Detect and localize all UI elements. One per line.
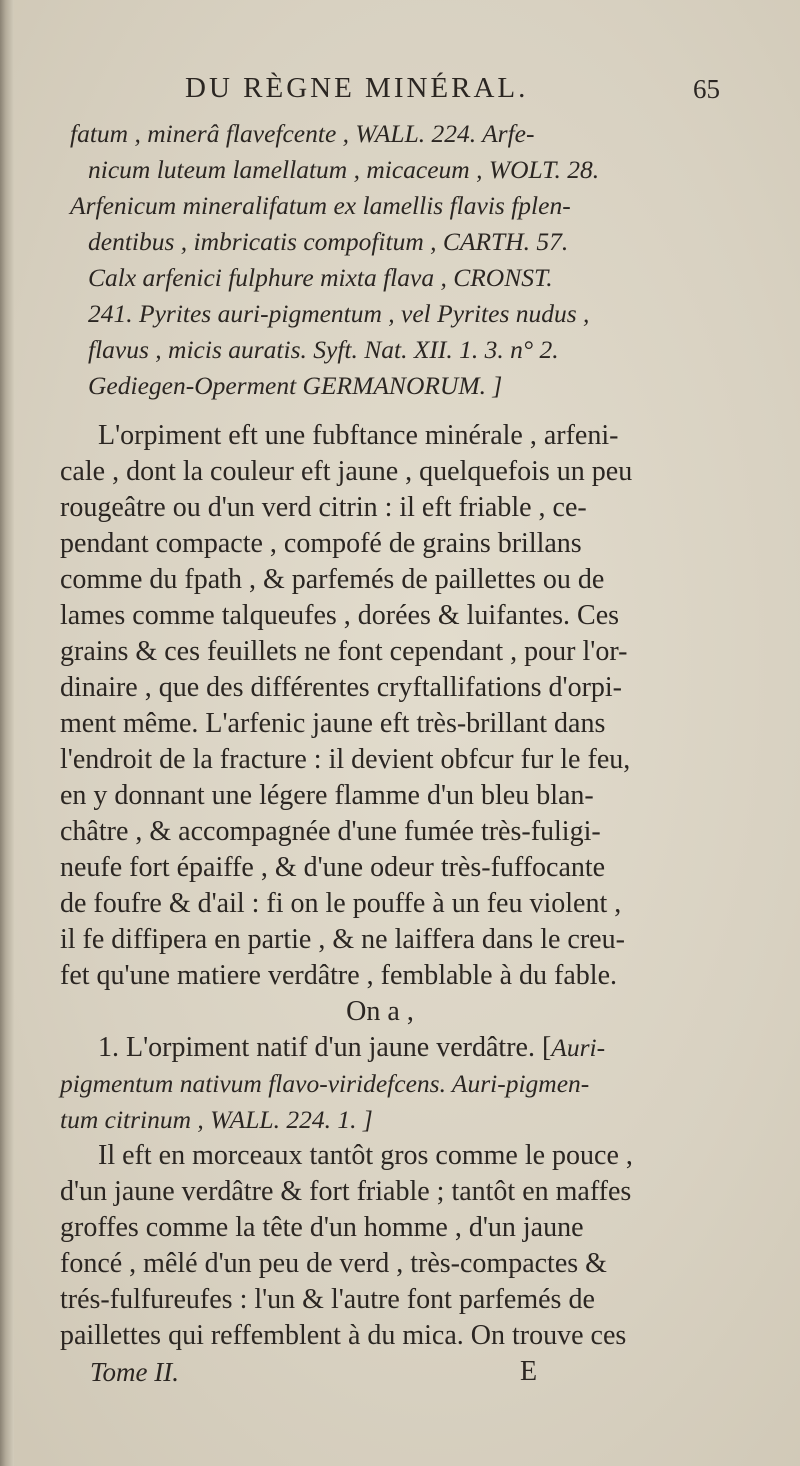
text-line: groffes comme la tête d'un homme , d'un jaune — [60, 1212, 584, 1243]
text-line: pendant compacte , compofé de grains brillans — [60, 528, 582, 559]
text-line: rougeâtre ou d'un verd citrin : il eft friable , ce- — [60, 492, 587, 523]
text-line: grains & ces feuillets ne font cependant , pour l'or- — [60, 636, 628, 667]
synonym-line: nicum luteum lamellatum , micaceum , WOLT. 28. — [88, 155, 600, 184]
variety-latin-line: pigmentum nativum flavo-viridefcens. Auri-pigmen- — [60, 1069, 590, 1098]
variety-latin-line: tum citrinum , WALL. 224. 1. ] — [60, 1105, 373, 1134]
variety-latin-start: Auri- — [551, 1033, 606, 1062]
text-line: L'orpiment eft une fubftance minérale , arfeni- — [98, 420, 619, 451]
text-line: cale , dont la couleur eft jaune , quelquefois un peu — [60, 456, 633, 487]
text-line: fet qu'une matiere verdâtre , femblable à du fable. — [60, 960, 617, 991]
text-line: châtre , & accompagnée d'une fumée très-fuligi- — [60, 816, 601, 847]
text-line: Il eft en morceaux tantôt gros comme le pouce , — [98, 1140, 633, 1171]
text-line: en y donnant une légere flamme d'un bleu blan- — [60, 780, 594, 811]
text-line: d'un jaune verdâtre & fort friable ; tantôt en maffes — [60, 1176, 632, 1207]
variety-1-entry — [60, 1030, 700, 1138]
synonyms-block — [60, 116, 700, 404]
synonym-line: 241. Pyrites auri-pigmentum , vel Pyrites nudus , — [88, 299, 590, 328]
text-line: lames comme talqueufes , dorées & luifantes. Ces — [60, 600, 620, 631]
text-line: ment même. L'arfenic jaune eft très-brillant dans — [60, 708, 606, 739]
text-line: dinaire , que des différentes cryftallifations d'orpi- — [60, 672, 622, 703]
text-line: comme du fpath , & parfemés de paillettes ou de — [60, 564, 605, 595]
text-line: neufe fort épaiffe , & d'une odeur très-fuffocante — [60, 852, 606, 883]
volume-mark: Tome II. — [90, 1357, 180, 1387]
synonym-line: dentibus , imbricatis compofitum , CARTH. 57. — [88, 227, 569, 256]
variety-title: 1. L'orpiment natif d'un jaune verdâtre. [ — [98, 1032, 552, 1063]
variety-paragraph — [60, 1138, 700, 1354]
text-line: de foufre & d'ail : fi on le pouffe à un feu violent , — [60, 888, 622, 919]
variety-title-line — [60, 1030, 700, 1066]
synonym-line: Calx arfenici fulphure mixta flava , CRONST. — [88, 263, 553, 292]
page-content — [60, 72, 720, 1390]
page-header — [60, 72, 720, 116]
synonym-line: fatum , minerâ flavefcente , WALL. 224. Arfe- — [70, 119, 535, 148]
section-heading-on-a: On a , — [346, 996, 414, 1027]
text-line: trés-fulfureufes : l'un & l'autre font parfemés de — [60, 1284, 595, 1315]
text-line: l'endroit de la fracture : il devient obfcur fur le feu, — [60, 744, 631, 775]
page-number: 65 — [693, 74, 720, 104]
text-line: foncé , mêlé d'un peu de verd , très-compactes & — [60, 1248, 607, 1279]
synonym-line: Gediegen-Operment GERMANORUM. ] — [88, 371, 503, 400]
description-paragraph — [60, 418, 700, 994]
text-line: il fe diffipera en partie , & ne laiffera dans le creu- — [60, 924, 625, 955]
signature-mark: E — [520, 1356, 538, 1387]
running-head: DU RÈGNE MINÉRAL. — [185, 72, 529, 104]
synonym-line: flavus , micis auratis. Syft. Nat. XII. 1. 3. n° 2. — [88, 335, 559, 364]
page-footer — [60, 1354, 700, 1390]
page-gutter-shadow — [0, 0, 14, 1466]
text-line: paillettes qui reffemblent à du mica. On trouve ces — [60, 1320, 627, 1351]
synonym-line: Arfenicum mineralifatum ex lamellis flavis fplen- — [70, 191, 571, 220]
